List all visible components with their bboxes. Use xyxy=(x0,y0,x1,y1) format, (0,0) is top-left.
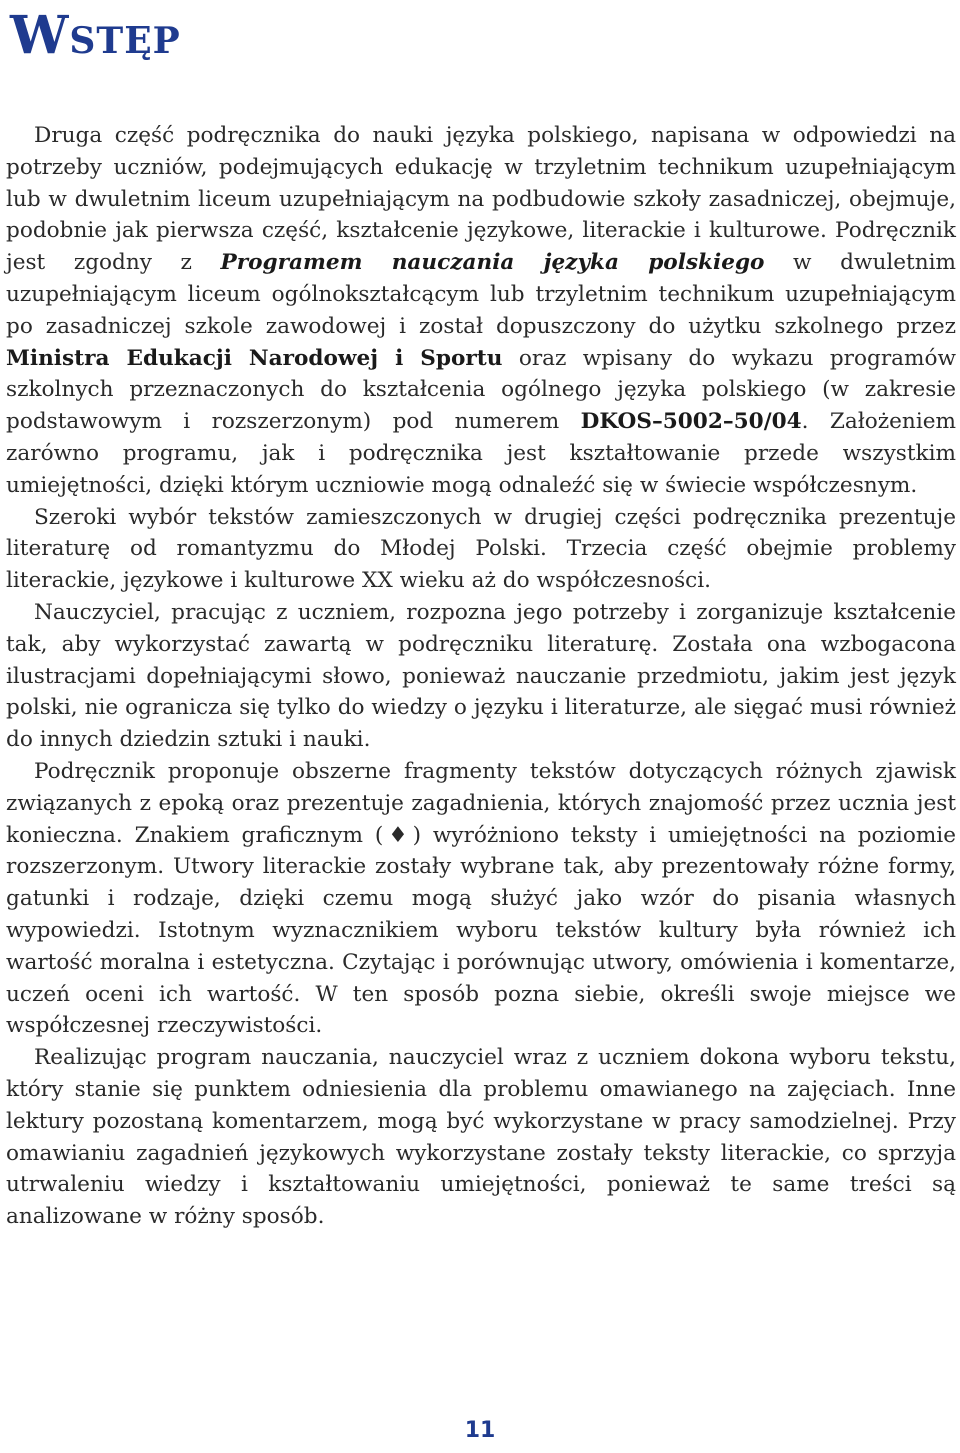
program-number: DKOS–5002–50/04 xyxy=(580,409,802,435)
paragraph-4: Podręcznik proponuje obszerne fragmenty tekstów dotyczących różnych zjawisk związanych z epoką oraz prezentuje zagadnienia, których znajomość przez ucznia jest konieczna. Znakiem graficznym (♦) wyróżniono teksty i umiejętności na poziomie rozszerzonym. Utwory literackie zostały wybrane tak, aby prezentowały różne formy, gatunki i rodzaje, dzięki czemu mogą służyć jako wzór do pisania własnych wypowiedzi. Istotnym wyznacznikiem wyboru tekstów kultury była również ich wartość moralna i estetyczna. Czytając i porównując utwory, omówienia i komentarze, uczeń oceni ich wartość. W ten sposób pozna siebie, określi swoje miejsce we współczesnej rzeczywistości. xyxy=(6,758,956,1039)
title-initial: W xyxy=(10,5,70,66)
paragraph-1-part-7: . Założeniem zarówno programu, jak i podręcznika jest kształtowanie przede wszystkim umiejętności, dzięki którym uczniowie mogą odnaleźć się w świecie współczesnym. xyxy=(6,409,956,498)
paragraph-3: Nauczyciel, pracując z uczniem, rozpozna jego potrzeby i zorganizuje kształcenie tak, aby wykorzystać zawartą w podręczniku literaturę. Została ona wzbogacona ilustracjami dopełniającymi słowo, ponieważ nauczanie przedmiotu, jakim jest język polski, nie ogranicza się tylko do wiedzy o języku i literaturze, ale sięgać musi również do innych dziedzin sztuki i nauki. xyxy=(6,599,956,753)
body-text xyxy=(6,120,956,1233)
program-title-emphasis: Programem nauczania języka polskiego xyxy=(220,250,765,276)
page-number: 11 xyxy=(464,1418,496,1443)
paragraph-1-part-3: w dwuletnim uzupełniającym liceum ogólnokształcącym lub trzyletnim technikum uzupełniającym po zasadniczej szkole zawodowej i został dopuszczony do użytku szkolnego przez xyxy=(6,250,957,339)
paragraph-1-part-5: oraz wpisany do wykazu programów szkolnych przeznaczonych do kształcenia ogólnego języka polskiego (w zakresie podstawowym i rozszerzonym) pod numerem xyxy=(6,345,956,435)
ministry-name-emphasis: Ministra Edukacji Narodowej i Sportu xyxy=(6,345,503,371)
paragraph-2: Szeroki wybór tekstów zamieszczonych w drugiej części podręcznika prezentuje literaturę od romantyzmu do Młodej Polski. Trzecia część obejmie problemy literackie, językowe i kulturowe XX wieku aż do współczesności. xyxy=(6,504,956,594)
title-rest: STĘP xyxy=(69,20,181,62)
page-title xyxy=(10,5,181,66)
paragraph-1-part-1: Druga część podręcznika do nauki języka polskiego, napisana w odpowiedzi na potrzeby uczniów, podejmujących edukację w trzyletnim technikum uzupełniającym lub w dwuletnim liceum uzupełniającym na podbudowie szkoły zasadniczej, obejmuje, podobnie jak pierwsza część, kształcenie językowe, literackie i kulturowe. Podręcznik jest zgodny z xyxy=(6,123,956,276)
paragraph-5: Realizując program nauczania, nauczyciel wraz z uczniem dokona wyboru tekstu, który stanie się punktem odniesienia dla problemu omawianego na zajęciach. Inne lektury pozostaną komentarzem, mogą być wykorzystane w pracy samodzielnej. Przy omawianiu zagadnień językowych wykorzystane zostały teksty literackie, co sprzyja utrwaleniu wiedzy i kształtowaniu umiejętności, ponieważ te same treści są analizowane w różny sposób. xyxy=(6,1045,956,1230)
paragraph-1 xyxy=(6,120,956,502)
